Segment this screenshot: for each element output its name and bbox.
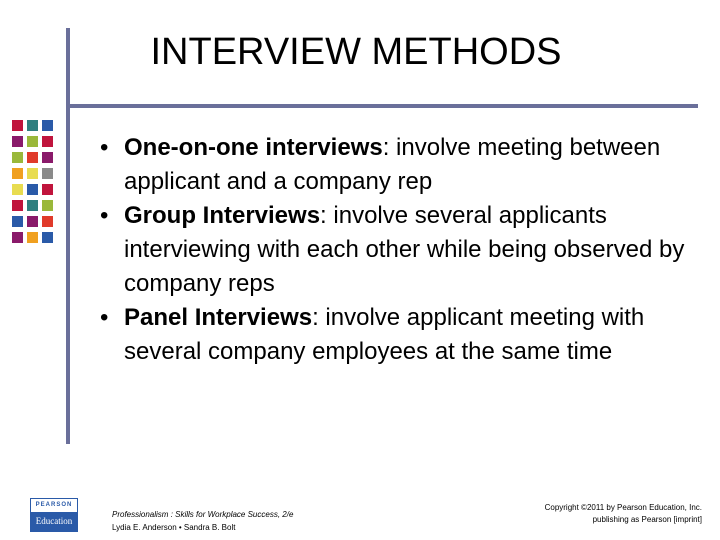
- bullet-item: [100, 301, 700, 369]
- grid-square: [27, 232, 38, 243]
- bullet-glyph: •: [100, 202, 109, 229]
- bullet-list: [100, 131, 700, 369]
- bullet-term: Panel Interviews: [124, 304, 313, 331]
- bullet-item: [100, 131, 700, 199]
- footer-book-info: [112, 508, 293, 534]
- grid-square: [12, 136, 23, 147]
- grid-square: [12, 200, 23, 211]
- grid-square: [42, 168, 53, 179]
- bullet-glyph: •: [100, 304, 109, 331]
- grid-square: [27, 168, 38, 179]
- grid-square: [42, 136, 53, 147]
- bullet-term: Group Interviews: [124, 202, 321, 229]
- grid-square: [42, 216, 53, 227]
- bullet-item: [100, 199, 700, 301]
- grid-square: [27, 184, 38, 195]
- grid-square: [42, 232, 53, 243]
- bullet-text: : involve several applicants interviewing with each other while being observed by company reps: [124, 202, 685, 297]
- slide-title: INTERVIEW METHODS: [150, 31, 562, 73]
- grid-square: [27, 152, 38, 163]
- copyright-line-2: publishing as Pearson [imprint]: [592, 515, 702, 524]
- logo-top-text: PEARSON: [31, 499, 77, 512]
- pearson-logo: [30, 498, 78, 532]
- grid-square: [12, 184, 23, 195]
- grid-square: [42, 152, 53, 163]
- grid-square: [42, 184, 53, 195]
- grid-square: [42, 200, 53, 211]
- footer-book-title: Professionalism : Skills for Workplace Success, 2/e: [112, 510, 294, 519]
- footer-authors: Lydia E. Anderson • Sandra B. Bolt: [112, 523, 236, 532]
- grid-square: [12, 232, 23, 243]
- grid-square: [27, 216, 38, 227]
- grid-square: [12, 152, 23, 163]
- bullet-glyph: •: [100, 134, 109, 161]
- vertical-rule: [66, 28, 70, 444]
- grid-square: [27, 136, 38, 147]
- grid-square: [12, 168, 23, 179]
- grid-square: [27, 200, 38, 211]
- bullet-text: : involve meeting between applicant and a company rep: [124, 134, 661, 195]
- bullet-term: One-on-one interviews: [124, 134, 383, 161]
- horizontal-rule: [66, 104, 698, 108]
- grid-square: [27, 120, 38, 131]
- grid-square: [42, 120, 53, 131]
- grid-square: [12, 120, 23, 131]
- grid-square: [12, 216, 23, 227]
- bullet-text: : involve applicant meeting with several company employees at the same time: [124, 304, 645, 365]
- copyright-line-1: Copyright ©2011 by Pearson Education, Inc.: [544, 503, 702, 512]
- logo-bottom-text: Education: [31, 512, 77, 531]
- footer-copyright: [472, 502, 702, 526]
